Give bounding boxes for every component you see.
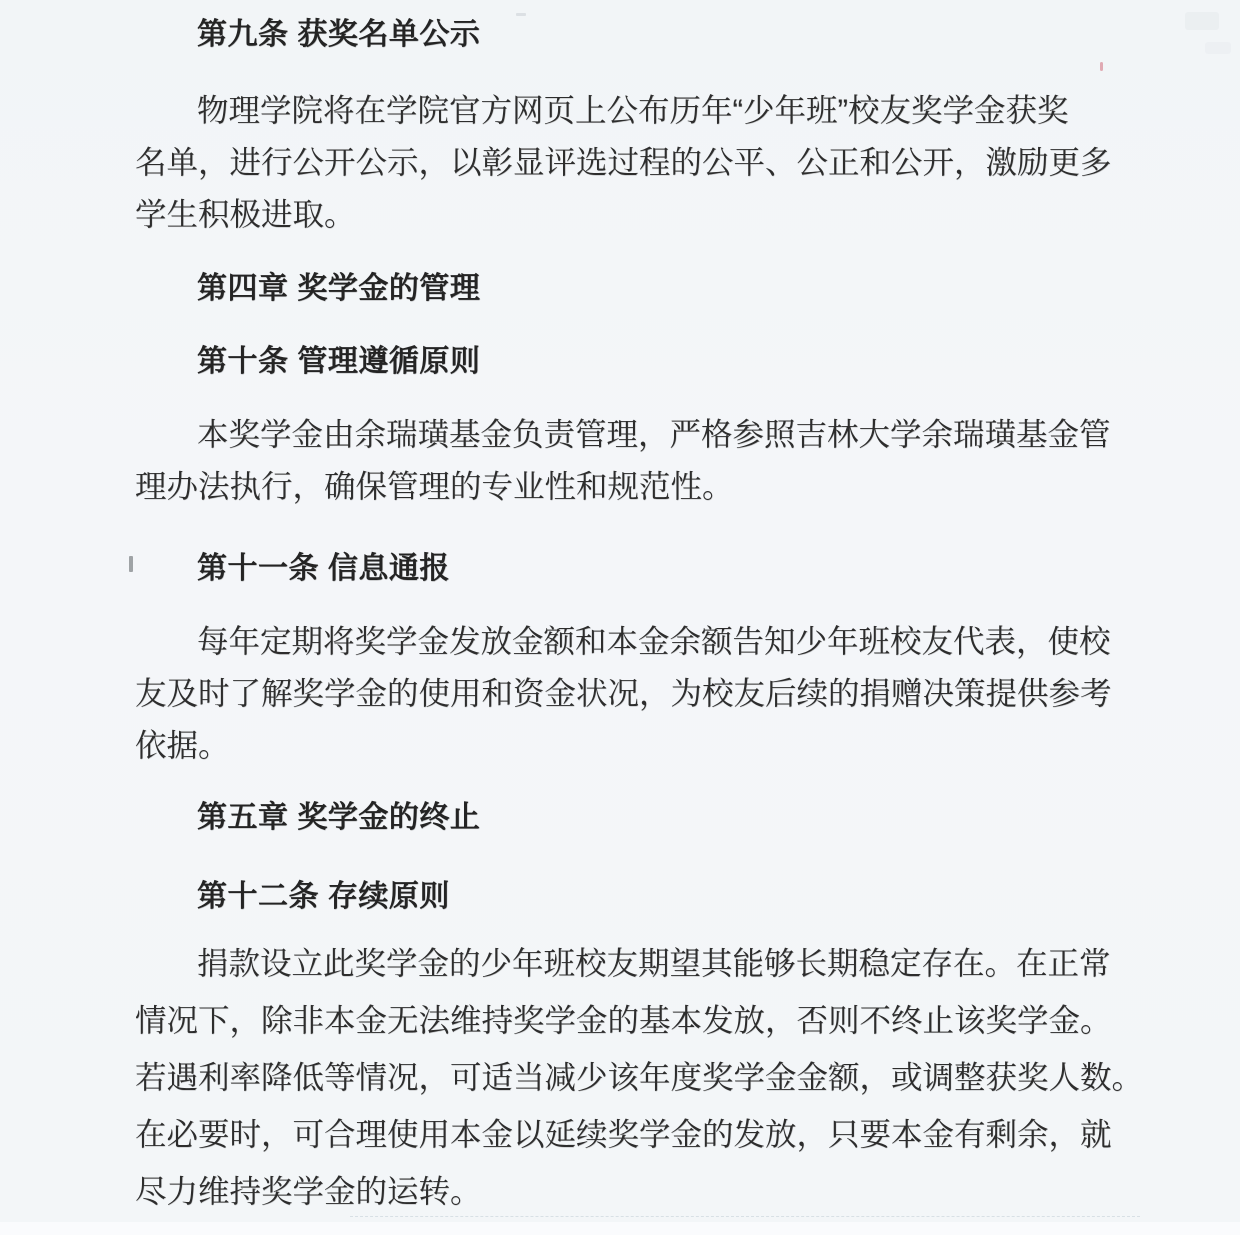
paragraph — [135, 84, 1130, 240]
text-line: 理办法执行，确保管理的专业性和规范性。 — [135, 468, 734, 504]
section-heading: 第十条 管理遵循原则 — [197, 345, 481, 378]
section-heading: 第九条 获奖名单公示 — [197, 18, 481, 51]
text-line: 尽力维持奖学金的运转。 — [135, 1173, 482, 1209]
section-heading: 第十一条 信息通报 — [197, 552, 450, 585]
text-line: 依据。 — [135, 727, 230, 763]
text-line: 每年定期将奖学金发放金额和本金余额告知少年班校友代表，使校 — [197, 623, 1111, 659]
paragraph — [135, 408, 1130, 512]
text-line: 捐款设立此奖学金的少年班校友期望其能够长期稳定存在。在正常 — [197, 945, 1111, 981]
text-line: 物理学院将在学院官方网页上公布历年“少年班”校友奖学金获奖 — [197, 92, 1069, 128]
text-line: 情况下，除非本金无法维持奖学金的基本发放，否则不终止该奖学金。 — [135, 1002, 1112, 1038]
section-heading: 第十二条 存续原则 — [197, 880, 450, 913]
text-line: 在必要时，可合理使用本金以延续奖学金的发放，只要本金有剩余，就 — [135, 1116, 1112, 1152]
paragraph — [135, 615, 1130, 771]
text-line: 本奖学金由余瑞璜基金负责管理，严格参照吉林大学余瑞璜基金管 — [197, 416, 1111, 452]
text-line: 若遇利率降低等情况，可适当减少该年度奖学金金额，或调整获奖人数。 — [135, 1059, 1144, 1095]
text-line: 名单，进行公开公示，以彰显评选过程的公平、公正和公开，激励更多 — [135, 144, 1112, 180]
paragraph — [135, 935, 1144, 1220]
section-heading: 第四章 奖学金的管理 — [197, 272, 481, 305]
text-line: 友及时了解奖学金的使用和资金状况，为校友后续的捐赠决策提供参考 — [135, 675, 1112, 711]
section-heading: 第五章 奖学金的终止 — [197, 801, 481, 834]
text-line: 学生积极进取。 — [135, 196, 356, 232]
